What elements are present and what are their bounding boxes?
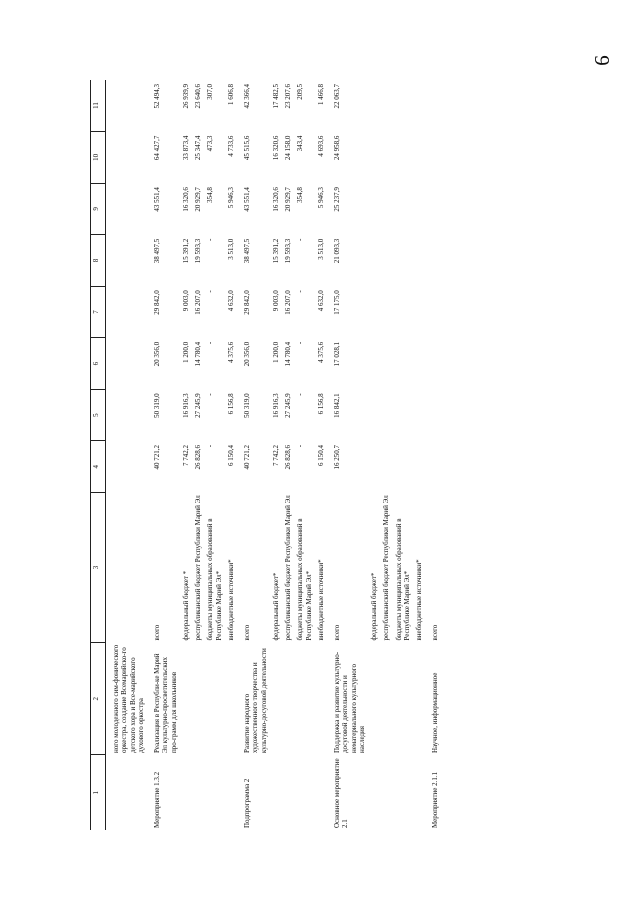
- row-funding-source: внебюджетные источники*: [226, 559, 235, 641]
- row-item-name: Развитие народного художественного творчества и культурно-досуговой деятельности: [243, 648, 268, 753]
- value-cell-col-4: -: [206, 444, 215, 448]
- column-header-10: 10: [91, 132, 106, 184]
- value-cell-col-10: [368, 132, 380, 184]
- value-cell-col-11: 1 606,8: [226, 84, 235, 105]
- budget-table: [90, 80, 442, 830]
- value-cell-col-9: [106, 183, 148, 235]
- value-cell-col-8: [368, 235, 380, 287]
- row-item-name: [204, 643, 225, 756]
- row-item-name: [192, 643, 204, 756]
- value-cell-col-10: 473,3: [206, 135, 215, 152]
- value-cell-col-4: 16 250,7: [333, 444, 341, 470]
- column-header-4: 4: [91, 441, 106, 493]
- row-item-name: [282, 643, 294, 756]
- value-cell-col-9: [425, 183, 441, 235]
- value-cell-col-11: [368, 80, 380, 132]
- value-cell-col-6: 17 028,1: [333, 341, 341, 367]
- value-cell-col-11: 22 063,7: [333, 84, 341, 109]
- table-row: [380, 80, 392, 830]
- value-cell-col-9: 43 551,4: [243, 187, 251, 212]
- table-row: [282, 80, 294, 830]
- value-cell-col-4: 26 828,6: [194, 444, 202, 470]
- row-funding-source: республиканский бюджет Республики Марий Эл: [284, 495, 292, 641]
- table-row: [425, 80, 441, 830]
- value-cell-col-10: [413, 132, 425, 184]
- value-cell-col-4: 40 721,2: [243, 444, 251, 470]
- row-funding-source: всего: [333, 624, 341, 641]
- value-cell-col-8: -: [206, 238, 215, 242]
- value-cell-col-7: 16 207,0: [194, 290, 202, 315]
- value-cell-col-11: 26 939,9: [181, 84, 190, 109]
- column-header-5: 5: [91, 389, 106, 441]
- value-cell-col-8: [380, 235, 392, 287]
- row-funding-source: всего: [431, 624, 440, 641]
- value-cell-col-5: [413, 389, 425, 441]
- column-header-7: 7: [91, 286, 106, 338]
- row-item-code: [294, 755, 315, 830]
- value-cell-col-4: -: [296, 444, 305, 448]
- table-row: [393, 80, 414, 830]
- value-cell-col-6: -: [296, 341, 305, 345]
- value-cell-col-6: -: [206, 341, 215, 345]
- value-cell-col-8: 21 093,3: [333, 238, 341, 264]
- row-item-code: [368, 755, 380, 830]
- column-header-11: 11: [91, 80, 106, 132]
- row-item-name: [270, 643, 282, 756]
- row-funding-source: бюджеты муниципальных образований в Республике Марий Эл*: [394, 518, 411, 641]
- table-row: [327, 80, 368, 830]
- value-cell-col-11: [425, 80, 441, 132]
- value-cell-col-4: [413, 441, 425, 493]
- value-cell-col-8: [106, 235, 148, 287]
- value-cell-col-11: 1 466,8: [316, 84, 325, 105]
- value-cell-col-9: 354,8: [296, 187, 305, 203]
- value-cell-col-5: 50 319,0: [243, 393, 251, 418]
- row-funding-source: бюджеты муниципальных образований в Республике Марий Эл*: [206, 518, 223, 641]
- value-cell-col-6: 20 356,0: [243, 341, 251, 367]
- value-cell-col-10: 343,4: [296, 135, 305, 152]
- value-cell-col-9: [393, 183, 414, 235]
- row-item-name: [294, 643, 315, 756]
- value-cell-col-10: [380, 132, 392, 184]
- value-cell-col-9: 20 929,7: [194, 187, 202, 212]
- value-cell-col-10: 45 515,6: [243, 135, 251, 161]
- row-item-code: [204, 755, 225, 830]
- row-item-code: [315, 755, 327, 830]
- row-item-code: Мероприятие 1.3.2: [153, 771, 161, 828]
- column-header-3: 3: [91, 493, 106, 643]
- budget-table-sheet: [90, 80, 595, 830]
- row-item-code: [180, 755, 192, 830]
- value-cell-col-6: 1 200,0: [181, 341, 190, 363]
- value-cell-col-8: 3 513,0: [226, 238, 235, 260]
- value-cell-col-5: 50 319,0: [153, 393, 161, 418]
- row-funding-source: всего: [243, 624, 251, 641]
- value-cell-col-9: 16 320,6: [271, 187, 280, 212]
- value-cell-col-6: 14 780,4: [194, 341, 202, 367]
- row-item-code: [192, 755, 204, 830]
- value-cell-col-8: [425, 235, 441, 287]
- table-row: [413, 80, 425, 830]
- value-cell-col-11: [393, 80, 414, 132]
- value-cell-col-4: [368, 441, 380, 493]
- row-item-name: Реализация в Республи-ке Марий Эл культурно-просветительских про-грамм для школьников: [153, 653, 178, 753]
- value-cell-col-9: 16 320,6: [181, 187, 190, 212]
- row-item-code: Подпрограмма 2: [243, 778, 251, 828]
- value-cell-col-4: [106, 441, 148, 493]
- row-funding-source: [106, 493, 148, 643]
- value-cell-col-6: [413, 338, 425, 390]
- value-cell-col-10: 33 873,4: [181, 135, 190, 161]
- row-item-code: Мероприятие 2.1.1: [431, 771, 440, 828]
- value-cell-col-7: [425, 286, 441, 338]
- value-cell-col-6: 20 356,0: [153, 341, 161, 367]
- column-number-row: [91, 80, 106, 830]
- table-row: [180, 80, 192, 830]
- row-item-name: [413, 643, 425, 756]
- value-cell-col-4: 40 721,2: [153, 444, 161, 470]
- value-cell-col-7: 9 003,0: [271, 290, 280, 312]
- value-cell-col-11: 209,5: [296, 84, 305, 100]
- row-funding-source: бюджеты муниципальных образований в Республике Марий Эл*: [296, 518, 313, 641]
- row-item-name: Поддержка и развитие культурно-досуговой деятельности и нематериального культурного наследия: [333, 651, 366, 753]
- row-item-name: [368, 643, 380, 756]
- row-funding-source: республиканский бюджет Республики Марий Эл: [382, 495, 391, 641]
- value-cell-col-5: 16 916,3: [181, 393, 190, 418]
- value-cell-col-7: 4 632,0: [226, 290, 235, 312]
- table-body: [106, 80, 442, 830]
- value-cell-col-6: 14 780,4: [284, 341, 292, 367]
- value-cell-col-7: [106, 286, 148, 338]
- row-item-code: Основное мероприятие 2.1: [333, 758, 350, 828]
- value-cell-col-4: [393, 441, 414, 493]
- row-funding-source: федеральный бюджет *: [181, 570, 190, 641]
- value-cell-col-5: -: [296, 393, 305, 396]
- column-header-1: 1: [91, 755, 106, 830]
- value-cell-col-10: 4 733,6: [226, 135, 235, 157]
- value-cell-col-6: 4 375,6: [316, 341, 325, 363]
- value-cell-col-8: 15 391,2: [271, 238, 280, 264]
- row-funding-source: федеральный бюджет*: [271, 572, 280, 641]
- value-cell-col-8: 3 513,0: [316, 238, 325, 260]
- value-cell-col-6: 1 200,0: [271, 341, 280, 363]
- table-row: [270, 80, 282, 830]
- value-cell-col-4: 26 828,6: [284, 444, 292, 470]
- value-cell-col-9: 5 946,3: [316, 187, 325, 209]
- value-cell-col-9: [380, 183, 392, 235]
- value-cell-col-8: 38 497,5: [243, 238, 251, 264]
- value-cell-col-10: [393, 132, 414, 184]
- value-cell-col-11: [380, 80, 392, 132]
- value-cell-col-9: [368, 183, 380, 235]
- value-cell-col-4: [380, 441, 392, 493]
- value-cell-col-5: [368, 389, 380, 441]
- value-cell-col-6: [425, 338, 441, 390]
- row-funding-source: всего: [153, 624, 161, 641]
- value-cell-col-7: 16 207,0: [284, 290, 292, 315]
- value-cell-col-7: 29 842,0: [243, 290, 251, 315]
- value-cell-col-7: [393, 286, 414, 338]
- value-cell-col-6: [368, 338, 380, 390]
- table-row: [294, 80, 315, 830]
- value-cell-col-7: [368, 286, 380, 338]
- row-funding-source: внебюджетные источники*: [316, 559, 325, 641]
- value-cell-col-11: 17 482,5: [271, 84, 280, 109]
- value-cell-col-11: 42 366,4: [243, 84, 251, 109]
- value-cell-col-9: 25 237,9: [333, 187, 341, 212]
- value-cell-col-10: 24 958,6: [333, 135, 341, 161]
- row-funding-source: внебюджетные источники*: [415, 559, 423, 641]
- value-cell-col-9: [413, 183, 425, 235]
- row-item-name: [393, 643, 414, 756]
- column-header-8: 8: [91, 235, 106, 287]
- row-item-name: Научное, информационное: [431, 672, 440, 753]
- value-cell-col-6: 4 375,6: [226, 341, 235, 363]
- value-cell-col-5: 27 245,9: [284, 393, 292, 418]
- value-cell-col-4: 6 150,4: [226, 444, 235, 466]
- value-cell-col-8: 19 593,3: [284, 238, 292, 264]
- value-cell-col-5: [380, 389, 392, 441]
- value-cell-col-7: -: [296, 290, 305, 293]
- value-cell-col-4: 7 742,2: [181, 444, 190, 466]
- value-cell-col-10: 4 693,6: [316, 135, 325, 157]
- value-cell-col-6: [106, 338, 148, 390]
- row-item-code: [380, 755, 392, 830]
- row-item-name: [380, 643, 392, 756]
- column-header-2: 2: [91, 643, 106, 756]
- page-number: 9: [589, 55, 614, 66]
- table-row: [315, 80, 327, 830]
- table-row: [368, 80, 380, 830]
- row-item-name: [180, 643, 192, 756]
- value-cell-col-8: [413, 235, 425, 287]
- row-item-code: [393, 755, 414, 830]
- value-cell-col-7: 4 632,0: [316, 290, 325, 312]
- value-cell-col-7: [380, 286, 392, 338]
- value-cell-col-4: [425, 441, 441, 493]
- value-cell-col-11: 52 494,3: [153, 84, 161, 109]
- table-row: [192, 80, 204, 830]
- value-cell-col-7: -: [206, 290, 215, 293]
- table-row: [106, 80, 148, 830]
- value-cell-col-5: 16 916,3: [271, 393, 280, 418]
- value-cell-col-10: 24 158,0: [284, 135, 292, 161]
- value-cell-col-9: 43 551,4: [153, 187, 161, 212]
- row-item-name: [225, 643, 237, 756]
- row-item-code: [225, 755, 237, 830]
- value-cell-col-10: [425, 132, 441, 184]
- value-cell-col-5: [393, 389, 414, 441]
- table-row: [225, 80, 237, 830]
- value-cell-col-5: [106, 389, 148, 441]
- table-row: [237, 80, 270, 830]
- value-cell-col-9: 354,8: [206, 187, 215, 203]
- value-cell-col-11: [413, 80, 425, 132]
- row-item-code: [413, 755, 425, 830]
- value-cell-col-11: 307,0: [206, 84, 215, 100]
- value-cell-col-4: 6 150,4: [316, 444, 325, 466]
- row-item-code: [270, 755, 282, 830]
- value-cell-col-7: 9 003,0: [181, 290, 190, 312]
- column-header-9: 9: [91, 183, 106, 235]
- value-cell-col-10: 16 320,6: [271, 135, 280, 161]
- value-cell-col-10: 25 347,4: [194, 135, 202, 161]
- value-cell-col-10: 64 427,7: [153, 135, 161, 161]
- row-item-name: [315, 643, 327, 756]
- value-cell-col-5: -: [206, 393, 215, 396]
- value-cell-col-8: 15 391,2: [181, 238, 190, 264]
- table-row: [147, 80, 180, 830]
- row-item-name: ного молодежного сим-фонического оркестра, создание Всемарийско-го детского хора и Все-марийского духового оркестра: [112, 644, 145, 753]
- value-cell-col-7: 17 175,0: [333, 290, 341, 315]
- value-cell-col-11: 23 640,6: [194, 84, 202, 109]
- value-cell-col-8: 19 593,3: [194, 238, 202, 264]
- table-row: [204, 80, 225, 830]
- row-item-code: [282, 755, 294, 830]
- value-cell-col-5: 6 156,8: [316, 393, 325, 415]
- value-cell-col-4: 7 742,2: [271, 444, 280, 466]
- value-cell-col-5: 16 842,1: [333, 393, 341, 418]
- value-cell-col-7: 29 842,0: [153, 290, 161, 315]
- value-cell-col-7: [413, 286, 425, 338]
- row-funding-source: федеральный бюджет*: [370, 572, 378, 641]
- row-funding-source: республиканский бюджет Республики Марий Эл: [194, 495, 202, 641]
- value-cell-col-8: -: [296, 238, 305, 242]
- row-item-code: [106, 755, 148, 830]
- value-cell-col-11: 23 207,6: [284, 84, 292, 109]
- value-cell-col-10: [106, 132, 148, 184]
- value-cell-col-5: [425, 389, 441, 441]
- value-cell-col-11: [106, 80, 148, 132]
- value-cell-col-9: 5 946,3: [226, 187, 235, 209]
- value-cell-col-6: [393, 338, 414, 390]
- value-cell-col-5: 6 156,8: [226, 393, 235, 415]
- value-cell-col-8: [393, 235, 414, 287]
- value-cell-col-5: 27 245,9: [194, 393, 202, 418]
- value-cell-col-8: 38 497,5: [153, 238, 161, 264]
- value-cell-col-9: 20 929,7: [284, 187, 292, 212]
- column-header-6: 6: [91, 338, 106, 390]
- value-cell-col-6: [380, 338, 392, 390]
